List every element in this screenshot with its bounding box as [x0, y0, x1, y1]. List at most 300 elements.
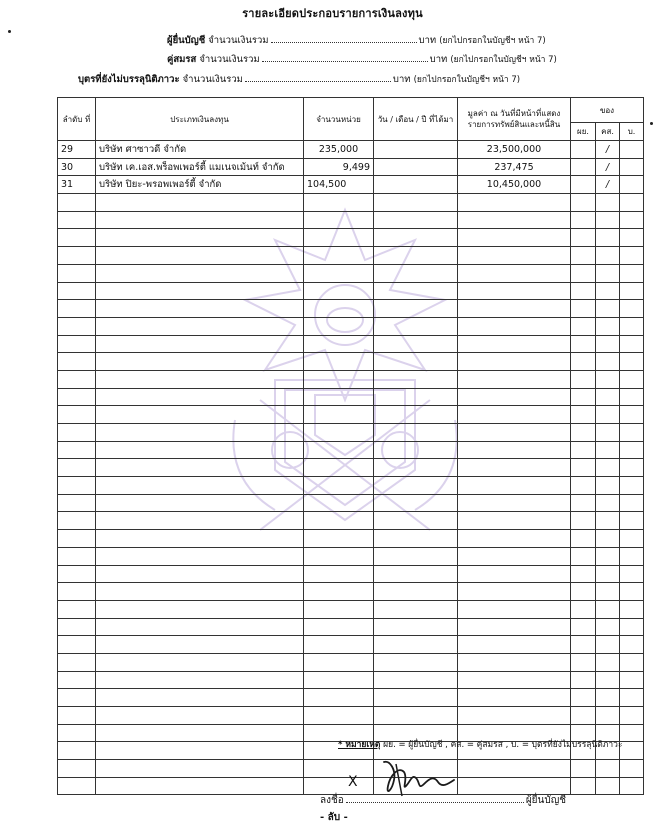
row-owner-spouse — [596, 618, 620, 636]
summary-amount-field[interactable] — [271, 33, 417, 43]
table-row-empty — [58, 547, 644, 565]
summary-who: คู่สมรส — [167, 54, 197, 65]
row-value — [458, 194, 571, 212]
row-value — [458, 565, 571, 583]
row-type — [96, 459, 304, 477]
signature-line — [320, 793, 566, 808]
row-units — [304, 282, 374, 300]
row-seq — [58, 512, 96, 530]
table-row-empty — [58, 353, 644, 371]
table-row — [58, 176, 644, 194]
row-type — [96, 477, 304, 495]
row-date — [374, 335, 458, 353]
row-type — [96, 370, 304, 388]
row-owner-child — [620, 441, 644, 459]
row-owner-child — [620, 335, 644, 353]
col-header-units: จำนวนหน่วย — [304, 98, 374, 141]
row-units — [304, 317, 374, 335]
row-owner-spouse — [596, 494, 620, 512]
row-owner-filer — [571, 477, 596, 495]
row-value: 10,450,000 — [458, 176, 571, 194]
row-date — [374, 618, 458, 636]
row-seq — [58, 388, 96, 406]
table-row-empty — [58, 477, 644, 495]
table-row-empty — [58, 600, 644, 618]
row-owner-spouse — [596, 353, 620, 371]
row-owner-child — [620, 370, 644, 388]
row-type — [96, 300, 304, 318]
row-owner-child — [620, 176, 644, 194]
row-date — [374, 671, 458, 689]
table-row-empty — [58, 335, 644, 353]
row-date — [374, 512, 458, 530]
row-date — [374, 388, 458, 406]
table-row-empty — [58, 247, 644, 265]
row-seq — [58, 264, 96, 282]
row-date — [374, 194, 458, 212]
row-owner-spouse — [596, 370, 620, 388]
table-row-empty — [58, 512, 644, 530]
row-value — [458, 653, 571, 671]
remark-text: ผย. = ผู้ยื่นบัญชี , คส. = คู่สมรส , บ. = บุตรที่ยังไม่บรรลุนิติภาวะ — [383, 740, 623, 750]
row-units — [304, 229, 374, 247]
row-owner-child — [620, 583, 644, 601]
row-type — [96, 247, 304, 265]
row-seq — [58, 636, 96, 654]
row-owner-filer — [571, 459, 596, 477]
row-date — [374, 247, 458, 265]
summary-note: (ยกไปกรอกในบัญชีฯ หน้า 7) — [413, 75, 521, 85]
row-owner-spouse — [596, 441, 620, 459]
row-owner-child — [620, 282, 644, 300]
row-date — [374, 176, 458, 194]
row-owner-child — [620, 600, 644, 618]
row-seq — [58, 742, 96, 760]
row-units — [304, 247, 374, 265]
row-seq — [58, 653, 96, 671]
row-owner-spouse — [596, 565, 620, 583]
row-owner-spouse — [596, 335, 620, 353]
row-owner-filer — [571, 653, 596, 671]
table-row-empty — [58, 424, 644, 442]
row-date — [374, 653, 458, 671]
col-header-owner-spouse: คส. — [596, 123, 620, 141]
row-type — [96, 406, 304, 424]
row-seq — [58, 565, 96, 583]
investment-table — [57, 97, 644, 795]
row-value — [458, 388, 571, 406]
row-owner-spouse: / — [596, 176, 620, 194]
row-type — [96, 547, 304, 565]
summary-amount-field[interactable] — [262, 52, 428, 62]
table-row-empty — [58, 388, 644, 406]
row-owner-spouse — [596, 477, 620, 495]
row-seq — [58, 494, 96, 512]
row-date — [374, 406, 458, 424]
row-owner-spouse — [596, 194, 620, 212]
row-value — [458, 618, 571, 636]
row-units — [304, 353, 374, 371]
row-owner-child — [620, 742, 644, 760]
row-date — [374, 636, 458, 654]
row-owner-child — [620, 512, 644, 530]
row-type — [96, 724, 304, 742]
row-value — [458, 406, 571, 424]
row-owner-filer — [571, 618, 596, 636]
row-owner-spouse — [596, 406, 620, 424]
summary-line-child — [78, 72, 520, 87]
row-type — [96, 388, 304, 406]
row-type — [96, 583, 304, 601]
row-value — [458, 282, 571, 300]
summary-note: (ยกไปกรอกในบัญชีฯ หน้า 7) — [439, 36, 546, 46]
row-value: 237,475 — [458, 158, 571, 176]
row-type — [96, 530, 304, 548]
table-row-empty — [58, 317, 644, 335]
row-date — [374, 477, 458, 495]
row-owner-filer — [571, 211, 596, 229]
row-units — [304, 388, 374, 406]
row-owner-spouse — [596, 636, 620, 654]
row-seq — [58, 353, 96, 371]
row-owner-child — [620, 194, 644, 212]
row-value — [458, 459, 571, 477]
row-value — [458, 335, 571, 353]
row-owner-child — [620, 247, 644, 265]
signature-mark: X — [348, 774, 358, 790]
row-seq — [58, 300, 96, 318]
row-type: บริษัท ปิยะ-พรอพเพอร์ตี้ จำกัด — [96, 176, 304, 194]
row-owner-filer — [571, 247, 596, 265]
row-type — [96, 282, 304, 300]
row-units — [304, 194, 374, 212]
row-owner-filer — [571, 689, 596, 707]
row-date — [374, 158, 458, 176]
row-owner-filer — [571, 494, 596, 512]
row-seq — [58, 211, 96, 229]
scan-speck — [650, 122, 653, 125]
row-owner-child — [620, 300, 644, 318]
summary-who: ผู้ยื่นบัญชี — [167, 35, 206, 46]
row-seq — [58, 583, 96, 601]
row-value — [458, 636, 571, 654]
row-seq — [58, 335, 96, 353]
table-row-empty — [58, 565, 644, 583]
row-seq — [58, 724, 96, 742]
row-seq — [58, 600, 96, 618]
row-units — [304, 424, 374, 442]
row-units — [304, 689, 374, 707]
row-date — [374, 353, 458, 371]
row-owner-filer — [571, 636, 596, 654]
row-owner-filer — [571, 194, 596, 212]
row-value — [458, 494, 571, 512]
row-owner-filer — [571, 547, 596, 565]
confidential-mark: - ลับ - — [320, 812, 348, 823]
row-units — [304, 494, 374, 512]
signature-role: ผู้ยื่นบัญชี — [525, 795, 567, 806]
row-seq — [58, 477, 96, 495]
row-value — [458, 353, 571, 371]
table-row-empty — [58, 300, 644, 318]
row-type — [96, 494, 304, 512]
row-units — [304, 707, 374, 725]
row-owner-filer — [571, 441, 596, 459]
row-date — [374, 300, 458, 318]
row-seq — [58, 671, 96, 689]
row-value — [458, 689, 571, 707]
signature-field[interactable] — [346, 793, 524, 803]
row-type — [96, 689, 304, 707]
row-owner-spouse — [596, 689, 620, 707]
row-type — [96, 353, 304, 371]
row-owner-spouse — [596, 264, 620, 282]
row-owner-spouse — [596, 653, 620, 671]
row-seq — [58, 406, 96, 424]
row-owner-filer — [571, 530, 596, 548]
row-seq — [58, 247, 96, 265]
row-owner-filer — [571, 424, 596, 442]
row-owner-filer — [571, 760, 596, 778]
row-seq — [58, 777, 96, 795]
row-seq — [58, 707, 96, 725]
summary-unit: บาท — [418, 35, 437, 46]
col-header-type: ประเภทเงินลงทุน — [96, 98, 304, 141]
row-date — [374, 264, 458, 282]
row-units — [304, 477, 374, 495]
row-owner-spouse — [596, 600, 620, 618]
row-type — [96, 671, 304, 689]
summary-line-filer — [167, 33, 546, 48]
row-owner-spouse — [596, 583, 620, 601]
row-owner-child — [620, 724, 644, 742]
row-owner-spouse — [596, 282, 620, 300]
row-date — [374, 600, 458, 618]
table-row-empty — [58, 583, 644, 601]
summary-who: บุตรที่ยังไม่บรรลุนิติภาวะ — [78, 74, 180, 85]
row-value — [458, 512, 571, 530]
row-owner-spouse — [596, 547, 620, 565]
row-value — [458, 317, 571, 335]
row-value — [458, 530, 571, 548]
summary-unit: บาท — [429, 54, 448, 65]
row-owner-child — [620, 653, 644, 671]
row-owner-child — [620, 530, 644, 548]
row-owner-spouse — [596, 459, 620, 477]
remark — [338, 737, 623, 751]
row-owner-child — [620, 317, 644, 335]
summary-note: (ยกไปกรอกในบัญชีฯ หน้า 7) — [450, 55, 557, 65]
row-value — [458, 424, 571, 442]
row-owner-child — [620, 353, 644, 371]
row-owner-filer — [571, 317, 596, 335]
row-seq: 29 — [58, 141, 96, 159]
row-owner-filer — [571, 583, 596, 601]
remark-label: * หมายเหตุ — [338, 740, 381, 750]
row-owner-child — [620, 459, 644, 477]
row-type — [96, 264, 304, 282]
row-owner-filer — [571, 264, 596, 282]
row-owner-filer — [571, 353, 596, 371]
row-value — [458, 547, 571, 565]
row-owner-child — [620, 158, 644, 176]
col-header-seq: ลำดับ ที่ — [58, 98, 96, 141]
row-units — [304, 618, 374, 636]
row-seq — [58, 760, 96, 778]
row-date — [374, 229, 458, 247]
summary-unit: บาท — [392, 74, 411, 85]
row-owner-filer — [571, 370, 596, 388]
row-units — [304, 406, 374, 424]
table-row — [58, 158, 644, 176]
row-seq — [58, 459, 96, 477]
row-units — [304, 459, 374, 477]
row-date — [374, 282, 458, 300]
table-row-empty — [58, 636, 644, 654]
row-units — [304, 547, 374, 565]
row-units — [304, 600, 374, 618]
table-row-empty — [58, 441, 644, 459]
row-value — [458, 300, 571, 318]
col-header-owner-child: บ. — [620, 123, 644, 141]
row-type — [96, 653, 304, 671]
row-owner-spouse — [596, 530, 620, 548]
row-type — [96, 618, 304, 636]
table-row — [58, 141, 644, 159]
row-units: 9,499 — [304, 158, 374, 176]
row-type — [96, 565, 304, 583]
table-row-empty — [58, 211, 644, 229]
row-owner-child — [620, 141, 644, 159]
row-type — [96, 424, 304, 442]
row-owner-child — [620, 777, 644, 795]
row-owner-child — [620, 671, 644, 689]
row-date — [374, 565, 458, 583]
table-row-empty — [58, 618, 644, 636]
row-seq — [58, 689, 96, 707]
row-owner-spouse — [596, 707, 620, 725]
row-owner-filer — [571, 565, 596, 583]
summary-label: จำนวนเงินรวม — [208, 35, 269, 46]
row-owner-spouse — [596, 777, 620, 795]
summary-label: จำนวนเงินรวม — [199, 54, 260, 65]
scan-speck — [8, 30, 11, 33]
row-seq — [58, 194, 96, 212]
table-row-empty — [58, 264, 644, 282]
row-units — [304, 530, 374, 548]
row-owner-filer — [571, 600, 596, 618]
row-owner-child — [620, 494, 644, 512]
row-units — [304, 653, 374, 671]
row-owner-filer — [571, 282, 596, 300]
row-owner-spouse — [596, 317, 620, 335]
row-date — [374, 211, 458, 229]
col-header-owner: ของ — [571, 98, 644, 123]
row-date — [374, 707, 458, 725]
page-title: รายละเอียดประกอบรายการเงินลงทุน — [242, 7, 423, 20]
row-units — [304, 211, 374, 229]
row-type — [96, 707, 304, 725]
col-header-owner-filer: ผย. — [571, 123, 596, 141]
row-units — [304, 760, 374, 778]
row-type — [96, 229, 304, 247]
row-date — [374, 441, 458, 459]
table-row-empty — [58, 653, 644, 671]
row-owner-filer — [571, 707, 596, 725]
table-row-empty — [58, 459, 644, 477]
row-owner-filer — [571, 300, 596, 318]
col-header-value: มูลค่า ณ วันที่มีหน้าที่แสดง รายการทรัพย์สินและหนี้สิน — [458, 98, 571, 141]
row-owner-child — [620, 229, 644, 247]
table-row-empty — [58, 689, 644, 707]
row-owner-spouse — [596, 388, 620, 406]
row-units — [304, 671, 374, 689]
table-row-empty — [58, 282, 644, 300]
row-units — [304, 583, 374, 601]
row-value — [458, 211, 571, 229]
row-units: 235,000 — [304, 141, 374, 159]
row-owner-child — [620, 636, 644, 654]
row-seq — [58, 229, 96, 247]
row-date — [374, 370, 458, 388]
row-owner-child — [620, 424, 644, 442]
table-row-empty — [58, 530, 644, 548]
row-owner-filer — [571, 229, 596, 247]
row-date — [374, 141, 458, 159]
row-value — [458, 441, 571, 459]
row-seq — [58, 547, 96, 565]
row-type — [96, 441, 304, 459]
table-row-empty — [58, 406, 644, 424]
row-value — [458, 707, 571, 725]
row-units — [304, 264, 374, 282]
row-type — [96, 742, 304, 760]
row-units — [304, 335, 374, 353]
col-header-date: วัน / เดือน / ปี ที่ได้มา — [374, 98, 458, 141]
table-row-empty — [58, 370, 644, 388]
table-row-empty — [58, 194, 644, 212]
table-row-empty — [58, 707, 644, 725]
row-owner-child — [620, 547, 644, 565]
row-owner-child — [620, 565, 644, 583]
row-date — [374, 547, 458, 565]
row-value — [458, 370, 571, 388]
summary-amount-field[interactable] — [245, 72, 391, 82]
row-type — [96, 317, 304, 335]
row-type — [96, 194, 304, 212]
row-owner-spouse — [596, 211, 620, 229]
row-owner-spouse — [596, 760, 620, 778]
row-seq — [58, 424, 96, 442]
row-seq: 30 — [58, 158, 96, 176]
signature-label: ลงชื่อ — [320, 795, 344, 806]
row-type — [96, 335, 304, 353]
table-row-empty — [58, 671, 644, 689]
row-owner-filer — [571, 406, 596, 424]
row-owner-spouse — [596, 229, 620, 247]
row-units — [304, 370, 374, 388]
row-type: บริษัท เค.เอส.พร็อพเพอร์ตี้ แมเนจเม้นท์ จำกัด — [96, 158, 304, 176]
row-seq: 31 — [58, 176, 96, 194]
row-value: 23,500,000 — [458, 141, 571, 159]
row-date — [374, 317, 458, 335]
row-value — [458, 477, 571, 495]
row-seq — [58, 282, 96, 300]
row-units — [304, 565, 374, 583]
row-owner-spouse — [596, 247, 620, 265]
row-units: 104,500 — [304, 176, 374, 194]
row-date — [374, 689, 458, 707]
